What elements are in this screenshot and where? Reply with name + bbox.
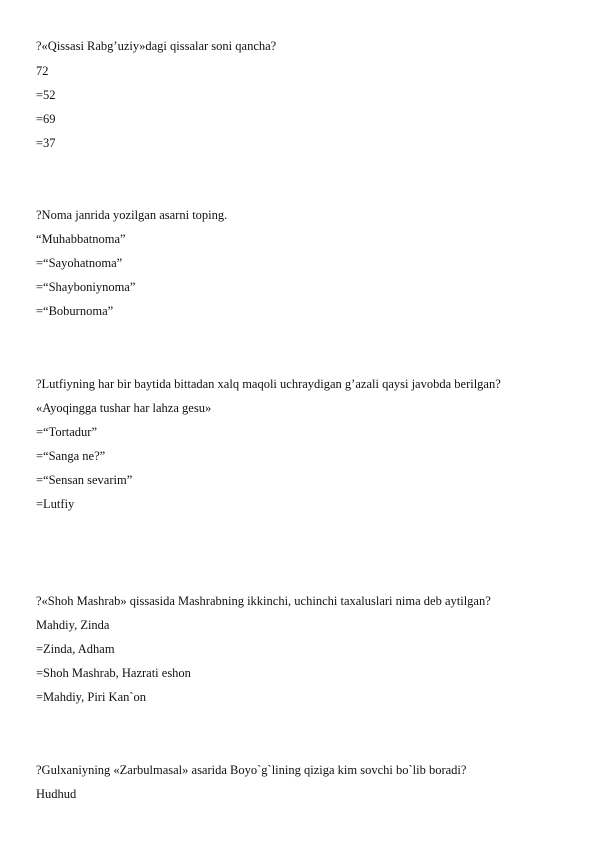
question-5-text: ?Gulxaniyning «Zarbulmasal» asarida Boyo`g`lining qiziga kim sovchi bo`lib boradi?	[36, 763, 467, 777]
question-1-option-3: =37	[36, 136, 56, 150]
question-3-answer: «Ayoqingga tushar har lahza gesu»	[36, 401, 212, 415]
question-3-text: ?Lutfiyning har bir baytida bittadan xalq maqoli uchraydigan g’azali qaysi javobda berilgan?	[36, 377, 501, 391]
question-3-option-4: =Lutfiy	[36, 497, 75, 511]
question-3-option-2: =“Sanga ne?”	[36, 449, 106, 463]
question-2-option-3: =“Boburnoma”	[36, 304, 114, 318]
question-2-option-1: =“Sayohatnoma”	[36, 256, 123, 270]
question-3-option-1: =“Tortadur”	[36, 425, 98, 439]
question-2-text: ?Noma janrida yozilgan asarni toping.	[36, 208, 228, 222]
question-4-option-2: =Shoh Mashrab, Hazrati eshon	[36, 666, 191, 680]
question-4-option-1: =Zinda, Adham	[36, 642, 115, 656]
question-4-text: ?«Shoh Mashrab» qissasida Mashrabning ikkinchi, uchinchi taxaluslari nima deb aytilgan?	[36, 594, 491, 608]
question-4-answer: Mahdiy, Zinda	[36, 618, 110, 632]
question-1-answer: 72	[36, 64, 49, 78]
question-4-option-3: =Mahdiy, Piri Kan`on	[36, 690, 147, 704]
question-2-answer: “Muhabbatnoma”	[36, 232, 126, 246]
question-5-answer: Hudhud	[36, 787, 77, 801]
question-1-option-2: =69	[36, 112, 56, 126]
question-3-option-3: =“Sensan sevarim”	[36, 473, 133, 487]
question-1-text: ?«Qissasi Rabg’uziy»dagi qissalar soni qancha?	[36, 39, 277, 53]
question-2-option-2: =“Shayboniynoma”	[36, 280, 136, 294]
question-1-option-1: =52	[36, 88, 56, 102]
